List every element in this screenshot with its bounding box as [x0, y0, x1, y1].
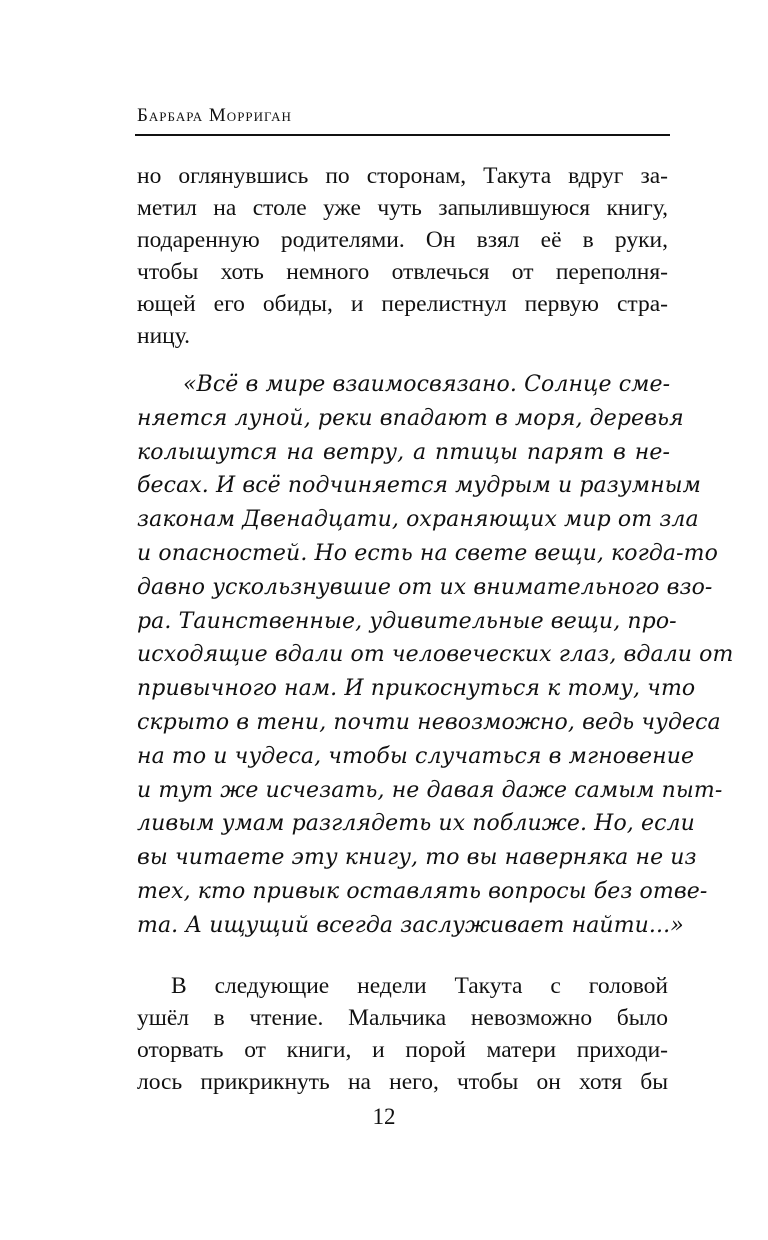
paragraph-2-line: В следующие недели Такута с головой: [171, 973, 668, 999]
quote-line: ливым умам разглядеть их поближе. Но, если: [137, 811, 695, 837]
paragraph-1-line: но оглянувшись по сторонам, Такута вдруг за-: [137, 163, 668, 189]
quote-line: вы читаете эту книгу, то вы наверняка не из: [137, 845, 697, 871]
paragraph-1-line: ющей его обиды, и перелистнул первую стра-: [137, 291, 668, 317]
paragraph-2-line: лось прикрикнуть на него, чтобы он хотя бы: [137, 1069, 668, 1095]
paragraph-1-line: подаренную родителями. Он взял её в руки,: [137, 227, 668, 253]
book-quote: [137, 368, 734, 943]
quote-line: исходящие вдали от человеческих глаз, вдали от: [137, 642, 734, 668]
quote-line: и тут же исчезать, не давая даже самым пыт-: [137, 777, 723, 803]
paragraph-1: [137, 160, 668, 352]
quote-line: тех, кто привык оставлять вопросы без отве-: [137, 878, 708, 904]
quote-line: привычного нам. И прикоснуться к тому, что: [137, 676, 696, 702]
header-rule: [135, 134, 670, 136]
quote-line: няется луной, реки впадают в моря, деревья: [137, 405, 684, 431]
paragraph-1-line: ницу.: [137, 323, 191, 349]
paragraph-2: [137, 970, 668, 1098]
quote-line: на то и чудеса, чтобы случаться в мгновение: [137, 743, 695, 769]
quote-line: колышутся на ветру, а птицы парят в не-: [137, 439, 670, 465]
quote-line: давно ускользнувшие от их внимательного взо-: [137, 574, 713, 600]
quote-line: законам Двенадцати, охраняющих мир от зла: [137, 507, 699, 533]
quote-line: «Всё в мире взаимосвязано. Солнце сме-: [183, 372, 671, 397]
quote-line: и опасностей. Но есть на свете вещи, когда-то: [137, 540, 718, 566]
running-head-author: Барбара Морриган: [137, 105, 292, 126]
page-number: 12: [372, 1104, 396, 1129]
quote-line: та. А ищущий всегда заслуживает найти...»: [137, 912, 684, 938]
paragraph-2-line: ушёл в чтение. Мальчика невозможно было: [137, 1005, 668, 1031]
quote-line: бесах. И всё подчиняется мудрым и разумным: [137, 473, 702, 499]
quote-line: скрыто в тени, почти невозможно, ведь чудеса: [137, 709, 721, 735]
paragraph-1-line: чтобы хоть немного отвлечься от переполня-: [137, 259, 668, 285]
paragraph-1-line: метил на столе уже чуть запылившуюся книгу,: [137, 195, 668, 221]
paragraph-2-line: оторвать от книги, и порой матери приходи-: [137, 1037, 668, 1063]
quote-line: ра. Таинственные, удивительные вещи, про-: [137, 608, 677, 634]
